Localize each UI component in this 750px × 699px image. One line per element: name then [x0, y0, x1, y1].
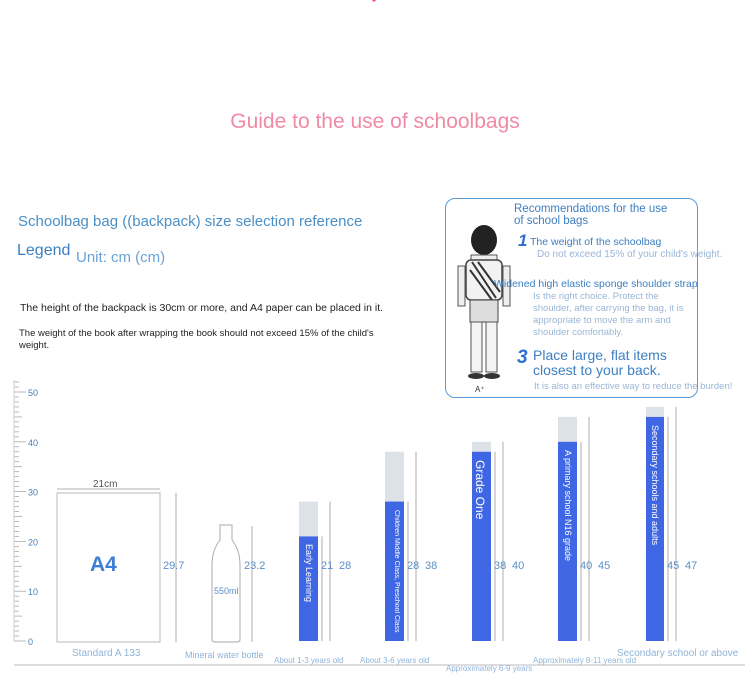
y-tick-label: 10 — [28, 587, 39, 598]
bar-caption: About 1-3 years old — [274, 656, 344, 665]
y-tick-label: 40 — [28, 437, 39, 448]
rec-text-3: It is also an effective way to reduce the burden! — [534, 381, 733, 392]
bar-top-segment — [299, 502, 318, 537]
bar-caption: Approximately 6-9 years — [446, 664, 533, 673]
bar-caption: Secondary school or above — [617, 648, 739, 659]
rec-title-3: Place large, flat items closest to your back. — [533, 347, 667, 378]
bar-caption: About 3-6 years old — [360, 656, 430, 665]
child-figure-icon — [452, 218, 512, 396]
bar-value-low: 21 — [321, 560, 334, 572]
bar-top-segment — [385, 452, 404, 502]
rec-num-3: 3 — [517, 347, 528, 368]
rec-title-2: Widened high elastic sponge shoulder strap — [494, 278, 698, 290]
bar-vertical-label: A primary school N16 grade — [562, 449, 573, 561]
note-book-weight: The weight of the book after wrapping the book should not exceed 15% of the child's weight. — [19, 328, 374, 351]
bar-value-low: 38 — [494, 560, 507, 572]
size-reference-heading: Schoolbag bag ((backpack) size selection reference — [18, 213, 363, 230]
figure-label: A⁺ — [475, 385, 485, 394]
y-tick-label: 50 — [28, 388, 39, 398]
rec-title-1: The weight of the schoolbag — [530, 236, 662, 248]
bar-value-high: 45 — [598, 560, 611, 572]
height-ruler — [14, 380, 38, 647]
bar-value-high: 38 — [425, 560, 438, 572]
bar-caption: Approximately 8-11 years old — [533, 656, 637, 665]
a4-height-label: 29.7 — [163, 560, 185, 572]
bar-value-high: 40 — [512, 560, 525, 572]
unit-label: Unit: cm (cm) — [76, 249, 166, 266]
recommendations-heading: Recommendations for the use of school bags — [514, 203, 668, 227]
note-backpack-height: The height of the backpack is 30cm or more, and A4 paper can be placed in it. — [20, 302, 384, 314]
y-tick-label: 0 — [28, 637, 34, 647]
size-chart — [0, 380, 750, 680]
bar-vertical-label: Early Learning — [303, 544, 314, 603]
bar-value-low: 45 — [667, 560, 680, 572]
y-tick-label: 20 — [28, 537, 39, 548]
bottle-height-label: 23.2 — [244, 560, 266, 572]
a4-caption: Standard A 133 — [72, 648, 141, 659]
bar-value-low: 40 — [580, 560, 593, 572]
a4-width-label: 21cm — [93, 479, 118, 490]
bar-value-low: 28 — [407, 560, 420, 572]
bar-vertical-label: Children Middle Class, Preschool Class — [392, 509, 400, 633]
heart-icon — [352, 0, 396, 18]
water-bottle — [212, 525, 240, 642]
bar-top-segment — [472, 442, 491, 452]
bar-vertical-label: Secondary schools and adults — [650, 424, 660, 545]
bar-vertical-label: Grade One — [472, 459, 487, 520]
rec-text-1: Do not exceed 15% of your child's weight. — [537, 249, 723, 260]
rec-num-1: 1 — [518, 231, 528, 250]
bar-top-segment — [646, 407, 664, 417]
legend-label: Legend — [17, 242, 71, 259]
bar-value-high: 28 — [339, 560, 352, 572]
bottle-caption: Mineral water bottle — [185, 650, 264, 660]
rec-text-2: Is the right choice. Protect the shoulder, after carrying the bag, it is appropriate to move the arm and shoulder comfortably. — [533, 291, 684, 338]
page-title: Guide to the use of schoolbags — [230, 110, 520, 133]
y-tick-label: 30 — [28, 487, 39, 498]
bar-value-high: 47 — [685, 560, 698, 572]
a4-label: A4 — [90, 553, 117, 576]
bar-top-segment — [558, 417, 577, 442]
bottle-volume-label: 550ml — [214, 586, 239, 596]
